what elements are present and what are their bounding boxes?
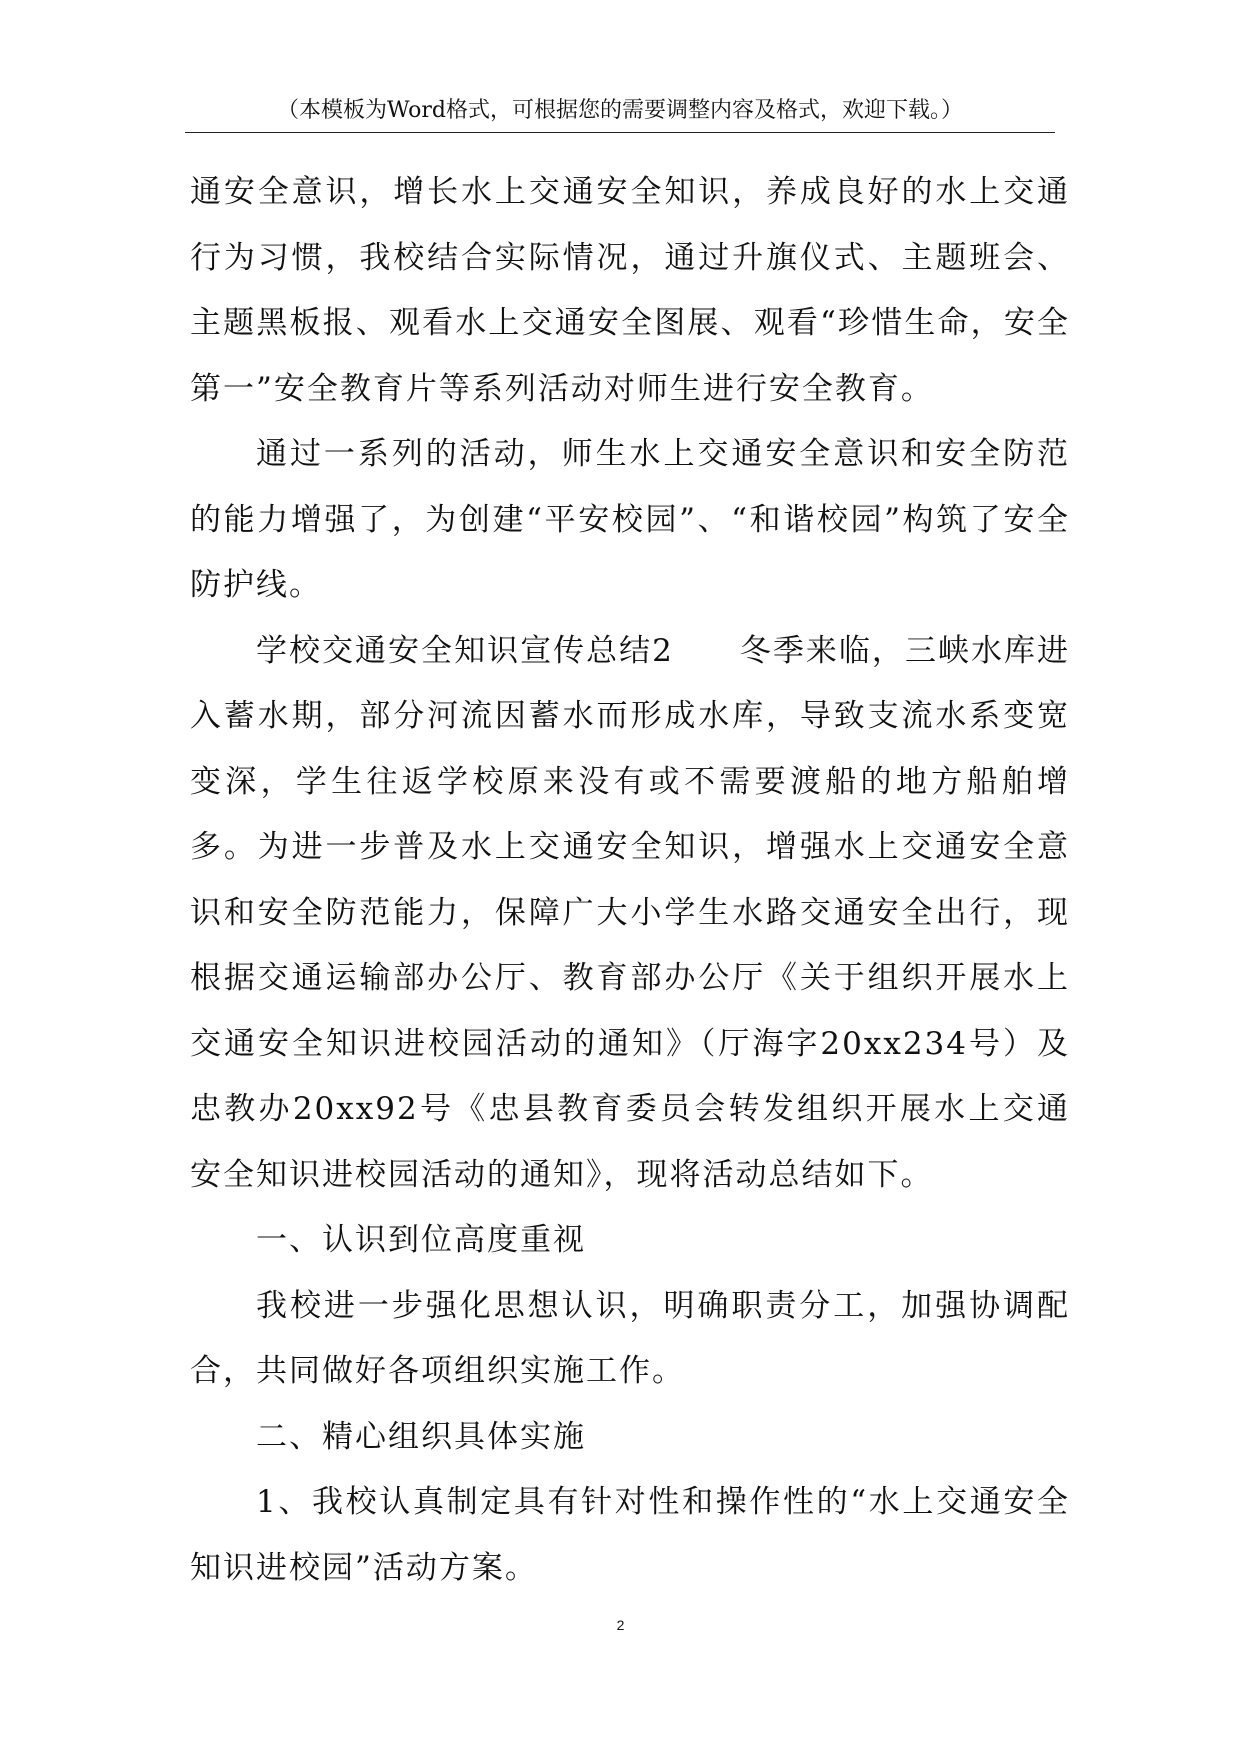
header-note: （本模板为Word格式，可根据您的需要调整内容及格式，欢迎下载。） <box>277 98 963 123</box>
section-heading-2: 二、精心组织具体实施 <box>256 1418 586 1455</box>
header-divider <box>185 132 1055 133</box>
paragraph-section-1: 我校进一步强化思想认识，明确职责分工，加强协调配合，共同做好各项组织实施工作。 <box>190 1287 1070 1389</box>
section-heading-1: 一、认识到位高度重视 <box>256 1222 586 1258</box>
document-body <box>190 160 1070 1601</box>
paragraph-summary-2-intro: 学校交通安全知识宣传总结2 冬季来临，三峡水库进入蓄水期，部分河流因蓄水而形成水库，导致支流水系变宽变深，学生往返学校原来没有或不需要渡船的地方船舶增多。为进一步普及水上交通安全知识，增强水上交通安全意识和安全防范能力，保障广大小学生水路交通安全出行，现根据交通运输部办公厅、教育部办公厅《关于组织开展水上交通安全知识进校园活动的通知》（厅海字20xx234号）及忠教办20xx92号《忠县教育委员会转发组织开展水上交通安全知识进校园活动的通知》，现将活动总结如下。 <box>190 632 1070 1193</box>
paragraph-result: 通过一系列的活动，师生水上交通安全意识和安全防范的能力增强了，为创建“平安校园”、“和谐校园”构筑了安全防护线。 <box>190 436 1070 603</box>
paragraph-continuation: 通安全意识，增长水上交通安全知识，养成良好的水上交通行为习惯，我校结合实际情况，通过升旗仪式、主题班会、主题黑板报、观看水上交通安全图展、观看“珍惜生命，安全第一”安全教育片等系列活动对师生进行安全教育。 <box>190 174 1070 407</box>
paragraph-item-1: 1、我校认真制定具有针对性和操作性的“水上交通安全知识进校园”活动方案。 <box>190 1484 1070 1586</box>
page-number: 2 <box>616 1617 625 1633</box>
